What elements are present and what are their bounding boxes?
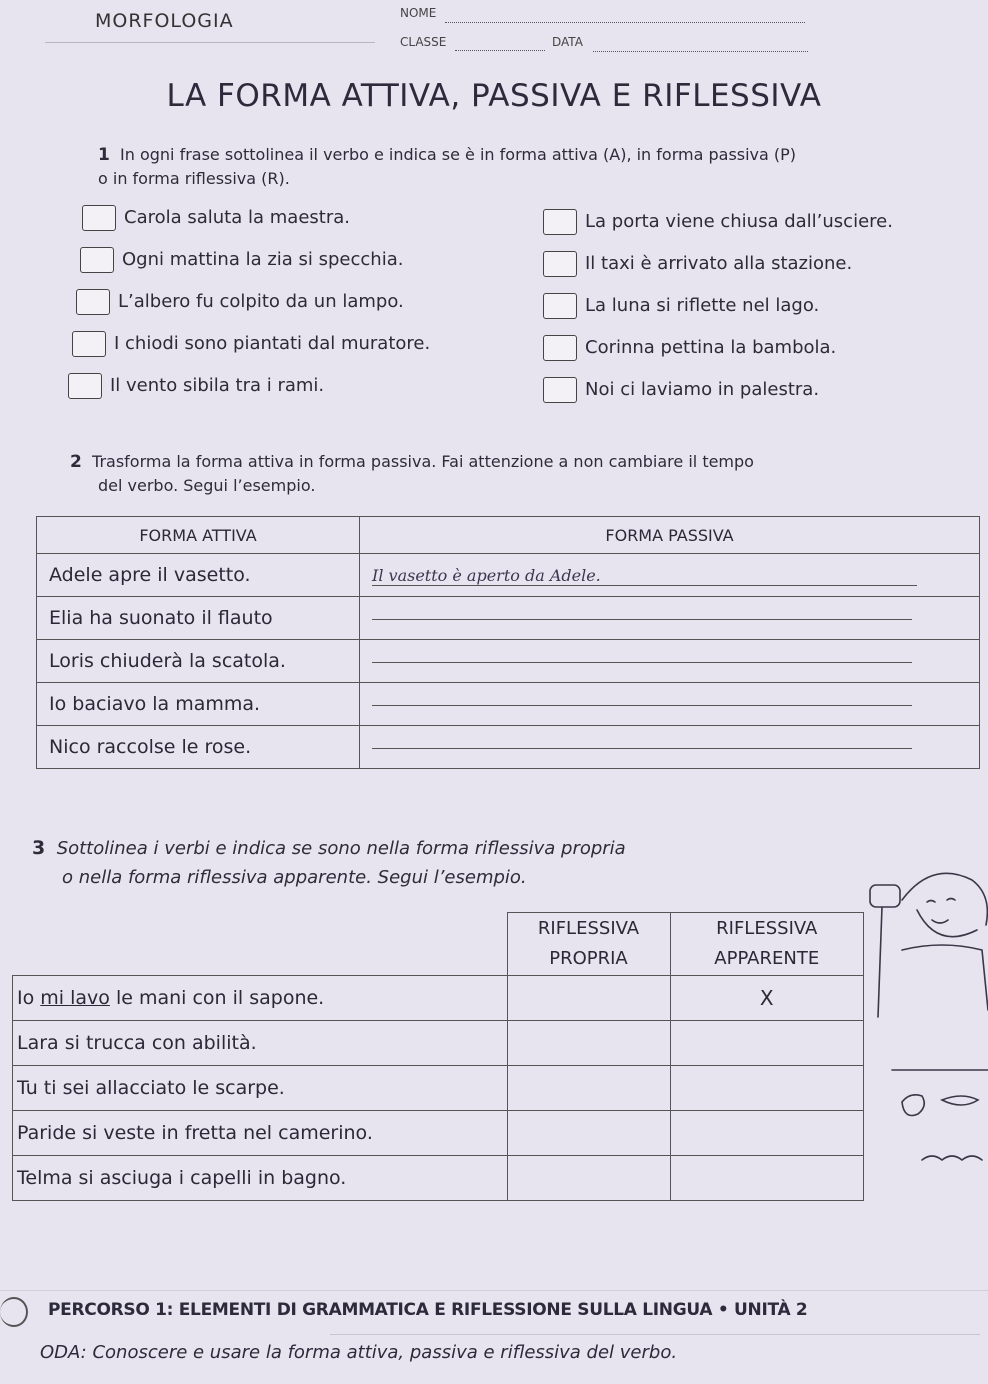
active-sentence: Elia ha suonato il flauto xyxy=(37,597,360,640)
apparente-cell[interactable] xyxy=(670,1156,864,1201)
hairdryer xyxy=(870,885,900,907)
ex2-table xyxy=(36,516,980,769)
active-sentence: Nico raccolse le rose. xyxy=(37,726,360,769)
nome-label: NOME xyxy=(400,6,437,20)
answer-line xyxy=(372,747,912,749)
soap-dish xyxy=(902,1095,924,1116)
answer-checkbox[interactable] xyxy=(82,205,116,231)
passive-answer[interactable] xyxy=(360,726,980,769)
col-apparente-line2: APPARENTE xyxy=(714,948,820,969)
ex3-instruction-line1: Sottolinea i verbi e indica se sono nella forma riflessiva propria xyxy=(56,838,626,859)
sentence-item: Corinna pettina la bambola. xyxy=(585,337,837,358)
propria-cell[interactable] xyxy=(507,1066,670,1111)
classe-label: CLASSE xyxy=(400,35,447,49)
col-forma-attiva: FORMA ATTIVA xyxy=(37,517,360,554)
apparente-cell[interactable] xyxy=(670,1066,864,1111)
hairdryer-cord xyxy=(878,907,882,1017)
face-outline xyxy=(917,910,977,937)
answer-checkbox[interactable] xyxy=(543,293,577,319)
hair-outline xyxy=(902,873,987,925)
ex3-number: 3 xyxy=(32,837,46,859)
sentence-item: Il taxi è arrivato alla stazione. xyxy=(585,253,853,274)
header-divider xyxy=(45,42,375,43)
footer-divider xyxy=(0,1290,988,1291)
ex3-instruction xyxy=(32,834,792,892)
passive-answer[interactable] xyxy=(360,554,980,597)
passive-example: Il vasetto è aperto da Adele. xyxy=(372,566,917,586)
example-subject: Io xyxy=(17,987,41,1009)
classe-field[interactable] xyxy=(455,36,545,51)
passive-answer[interactable] xyxy=(360,597,980,640)
sentence-item: Ogni mattina la zia si specchia. xyxy=(122,249,404,270)
footer-rule xyxy=(330,1334,980,1335)
footer-goal: ODA: Conoscere e usare la forma attiva, passiva e riflessiva del verbo. xyxy=(40,1342,678,1363)
table-row xyxy=(37,554,980,597)
closed-eyes xyxy=(927,899,955,903)
ex2-instruction-line2: del verbo. Segui l’esempio. xyxy=(98,476,316,495)
sentence: Paride si veste in fretta nel camerino. xyxy=(13,1111,508,1156)
answer-checkbox[interactable] xyxy=(543,251,577,277)
example-sentence xyxy=(13,976,508,1021)
col-forma-passiva: FORMA PASSIVA xyxy=(360,517,980,554)
sentence: Telma si asciuga i capelli in bagno. xyxy=(13,1156,508,1201)
col-propria-line1: RIFLESSIVA xyxy=(537,918,640,939)
nome-field[interactable] xyxy=(445,8,805,23)
girl-hairdryer-illustration xyxy=(862,840,988,1200)
table-row xyxy=(13,976,864,1021)
col-apparente-line1: RIFLESSIVA xyxy=(716,918,818,939)
sentence-item: L’albero fu colpito da un lampo. xyxy=(118,291,404,312)
active-sentence: Io baciavo la mamma. xyxy=(37,683,360,726)
table-row xyxy=(13,1021,864,1066)
answer-line xyxy=(372,618,912,620)
sentence-item: Il vento sibila tra i rami. xyxy=(110,375,325,396)
ex2-number: 2 xyxy=(70,452,82,472)
ex1-number: 1 xyxy=(98,145,110,165)
ex2-instruction-line1: Trasforma la forma attiva in forma passiva. Fai attenzione a non cambiare il tempo xyxy=(92,452,754,471)
sentence: Tu ti sei allacciato le scarpe. xyxy=(13,1066,508,1111)
footer-path: PERCORSO 1: ELEMENTI DI GRAMMATICA E RIFLESSIONE SULLA LINGUA • UNITÀ 2 xyxy=(48,1300,808,1320)
table-row xyxy=(37,726,980,769)
apparente-cell[interactable] xyxy=(670,1111,864,1156)
table-row xyxy=(37,597,980,640)
active-sentence: Loris chiuderà la scatola. xyxy=(37,640,360,683)
ex2-instruction xyxy=(70,450,950,498)
passive-answer[interactable] xyxy=(360,640,980,683)
ex3-table xyxy=(12,912,864,1201)
answer-checkbox[interactable] xyxy=(543,377,577,403)
sentence-item: La luna si riflette nel lago. xyxy=(585,295,820,316)
sentence: Lara si trucca con abilità. xyxy=(13,1021,508,1066)
propria-cell[interactable] xyxy=(507,1156,670,1201)
table-row xyxy=(13,1111,864,1156)
passive-answer[interactable] xyxy=(360,683,980,726)
answer-checkbox[interactable] xyxy=(543,209,577,235)
apparente-cell[interactable] xyxy=(670,1021,864,1066)
example-verb: mi lavo xyxy=(40,987,110,1009)
propria-cell[interactable] xyxy=(507,1021,670,1066)
shoulders xyxy=(902,945,988,1010)
page-title: LA FORMA ATTIVA, PASSIVA E RIFLESSIVA xyxy=(166,78,822,114)
col-propria-line2: PROPRIA xyxy=(549,948,628,969)
table-row xyxy=(37,683,980,726)
answer-line xyxy=(372,661,912,663)
ex1-instruction xyxy=(98,143,958,191)
page-badge xyxy=(0,1297,28,1327)
answer-line xyxy=(372,704,912,706)
table-row xyxy=(37,640,980,683)
col-riflessiva-apparente xyxy=(670,913,864,976)
ex1-instruction-line1: In ogni frase sottolinea il verbo e indica se è in forma attiva (A), in forma passiva (P) xyxy=(120,145,797,164)
sentence-item: Carola saluta la maestra. xyxy=(124,207,350,228)
data-field[interactable] xyxy=(593,37,808,52)
table-row xyxy=(13,1156,864,1201)
brush xyxy=(922,1156,982,1160)
table-row xyxy=(13,1066,864,1111)
ex2-header-row xyxy=(37,517,980,554)
example-rest: le mani con il sapone. xyxy=(109,987,325,1009)
active-sentence: Adele apre il vasetto. xyxy=(37,554,360,597)
apparente-cell[interactable]: X xyxy=(670,976,864,1021)
answer-checkbox[interactable] xyxy=(76,289,110,315)
propria-cell[interactable] xyxy=(507,976,670,1021)
propria-cell[interactable] xyxy=(507,1111,670,1156)
col-riflessiva-propria xyxy=(507,913,670,976)
soap xyxy=(942,1096,978,1105)
sentence-item: Noi ci laviamo in palestra. xyxy=(585,379,820,400)
answer-checkbox[interactable] xyxy=(543,335,577,361)
answer-checkbox[interactable] xyxy=(80,247,114,273)
subject-label: MORFOLOGIA xyxy=(95,10,234,32)
ex1-instruction-line2: o in forma riflessiva (R). xyxy=(98,169,290,188)
ex3-instruction-line2: o nella forma riflessiva apparente. Segui l’esempio. xyxy=(62,867,527,888)
smile xyxy=(932,920,948,923)
data-label: DATA xyxy=(552,35,583,49)
answer-checkbox[interactable] xyxy=(72,331,106,357)
sentence-item: I chiodi sono piantati dal muratore. xyxy=(114,333,431,354)
ex3-header-row xyxy=(13,913,864,976)
sentence-item: La porta viene chiusa dall’usciere. xyxy=(585,211,893,232)
answer-checkbox[interactable] xyxy=(68,373,102,399)
